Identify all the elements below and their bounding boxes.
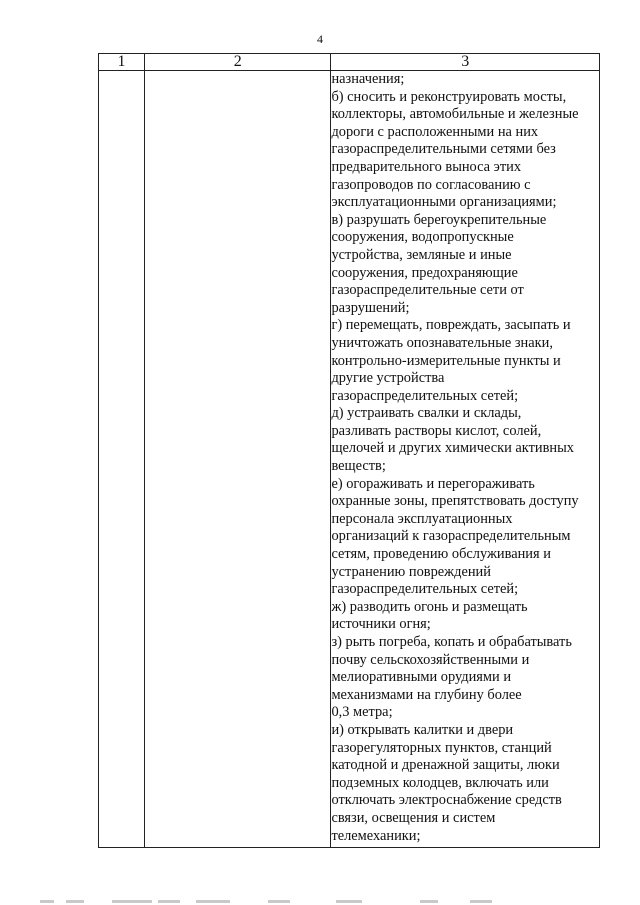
text-line: отключать электроснабжение средств <box>331 792 562 809</box>
regulation-table <box>98 53 600 848</box>
text-line: д) устраивать свалки и склады, <box>331 405 522 422</box>
text-line: газораспределительные сети от <box>331 282 524 299</box>
text-line: газорегуляторных пунктов, станций <box>331 739 552 756</box>
text-line: механизмами на глубину более <box>331 686 522 703</box>
text-line: газораспределительными сетями без <box>331 141 556 158</box>
text-line: связи, освещения и систем <box>331 809 496 826</box>
text-line: организаций к газораспределительным <box>331 528 571 545</box>
text-line: охранные зоны, препятствовать доступу <box>331 493 579 510</box>
text-line: назначения; <box>331 71 405 87</box>
text-line: телемеханики; <box>331 827 421 844</box>
text-line: почву сельскохозяйственными и <box>331 651 530 668</box>
text-line: коллекторы, автомобильные и железные <box>331 106 579 123</box>
table-row <box>99 71 600 848</box>
text-line: сооружения, предохраняющие <box>331 264 518 281</box>
column-header-3: 3 <box>331 54 600 71</box>
text-line: б) сносить и реконструировать мосты, <box>331 88 567 105</box>
text-line: предварительного выноса этих <box>331 158 522 175</box>
page-number: 4 <box>317 32 323 46</box>
text-line: контрольно-измерительные пункты и <box>331 352 561 369</box>
text-line: устройства, земляные и иные <box>331 246 512 263</box>
text-line: сетям, проведению обслуживания и <box>331 546 551 563</box>
text-line: 0,3 метра; <box>331 704 393 721</box>
text-line: газораспределительных сетей; <box>331 581 519 598</box>
table-header-row <box>99 54 600 71</box>
text-line: эксплуатационными организациями; <box>331 194 557 211</box>
text-line: подземных колодцев, включать или <box>331 774 549 791</box>
column-1-cell <box>99 71 145 848</box>
scan-edge-marks <box>0 896 640 905</box>
text-line: мелиоративными орудиями и <box>331 669 512 686</box>
text-line: з) рыть погреба, копать и обрабатывать <box>331 634 572 650</box>
text-line: е) огораживать и перегораживать <box>331 475 535 492</box>
text-line: дороги с расположенными на них <box>331 123 539 140</box>
text-line: газопроводов по согласованию с <box>331 176 531 193</box>
prohibited-actions-text <box>331 71 599 845</box>
text-line: персонала эксплуатационных <box>331 510 513 527</box>
text-line: разливать растворы кислот, солей, <box>331 422 542 439</box>
text-line: щелочей и других химически активных <box>331 440 574 457</box>
column-header-2: 2 <box>145 54 331 71</box>
text-line: и) открывать калитки и двери <box>331 721 514 738</box>
column-header-1: 1 <box>99 54 145 71</box>
text-line: веществ; <box>331 458 386 475</box>
column-3-cell <box>331 71 600 848</box>
text-line: источники огня; <box>331 616 431 633</box>
text-line: другие устройства <box>331 370 445 387</box>
text-line: газораспределительных сетей; <box>331 387 519 404</box>
text-line: устранению повреждений <box>331 563 491 580</box>
text-line: ж) разводить огонь и размещать <box>331 598 528 615</box>
text-line: катодной и дренажной защиты, люки <box>331 757 560 774</box>
text-line: сооружения, водопропускные <box>331 229 514 246</box>
text-line: в) разрушать берегоукрепительные <box>331 211 547 228</box>
column-2-cell <box>145 71 331 848</box>
text-line: г) перемещать, повреждать, засыпать и <box>331 317 571 334</box>
text-line: разрушений; <box>331 299 410 316</box>
text-line: уничтожать опознавательные знаки, <box>331 334 553 351</box>
